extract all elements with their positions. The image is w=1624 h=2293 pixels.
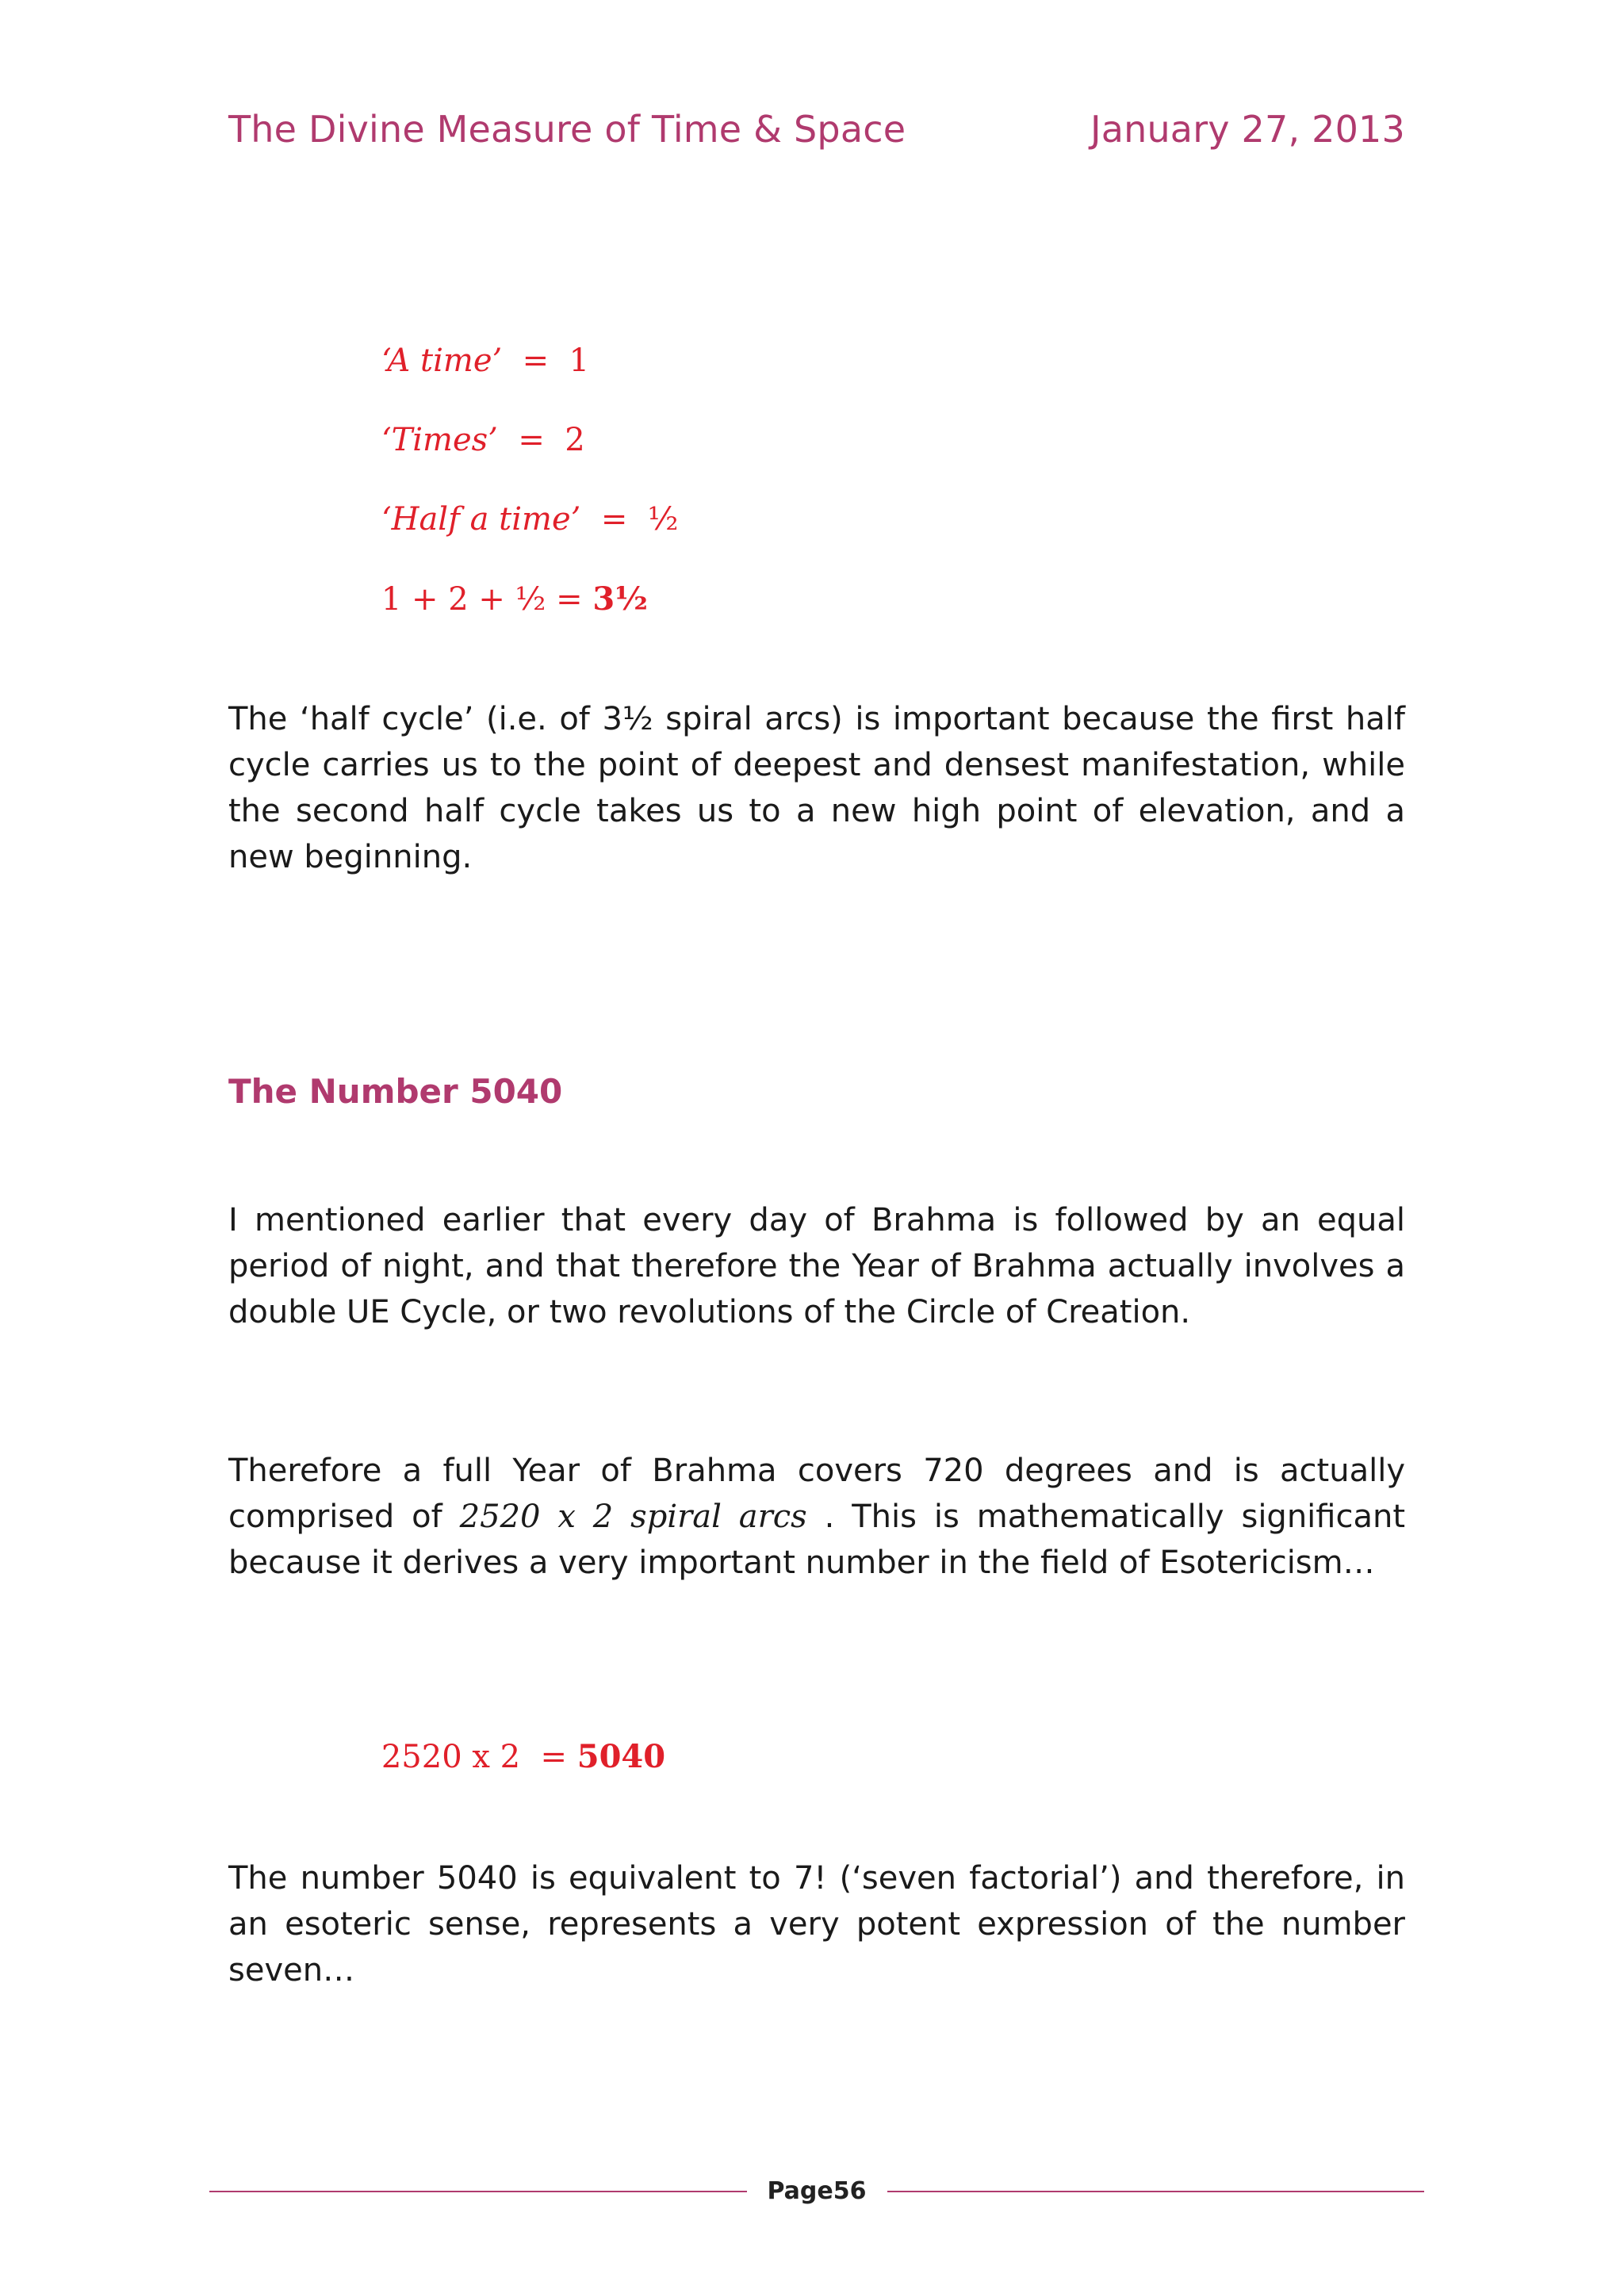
equation-sum: 1 + 2 + ½ = 3½: [381, 580, 648, 618]
document-title: The Divine Measure of Time & Space: [228, 108, 906, 151]
equation-a-time: ‘A time’ = 1: [381, 343, 590, 379]
page-footer: [209, 2177, 1424, 2205]
paragraph-half-cycle: The ‘half cycle’ (i.e. of 3½ spiral arcs) is important because the first half cycle carries us to the point of deepest and densest manifestation, while the second half cycle takes us to a new high point of elevation, and a new beginning.: [228, 701, 1405, 875]
inline-math: 2520 x 2 spiral arcs: [459, 1499, 807, 1535]
paragraph-year-of-brahma: Therefore a full Year of Brahma covers 720 degrees and is actually comprised of 2520 x 2 spiral arcs . This is mathematically significant because it derives a very important number in the field of Esotericism…: [228, 1453, 1406, 1581]
paragraph-day-of-brahma: I mentioned earlier that every day of Brahma is followed by an equal period of night, and that therefore the Year of Brahma actually involves a double UE Cycle, or two revolutions of the Circle of Creation.: [228, 1202, 1405, 1330]
section-heading: The Number 5040: [228, 1072, 563, 1111]
equation-half-a-time: ‘Half a time’ = ½: [381, 501, 679, 538]
equation-times: ‘Times’ = 2: [381, 422, 585, 458]
page-number: Page56: [767, 2177, 867, 2205]
footer-rule-left: [209, 2191, 747, 2192]
footer-rule-right: [887, 2191, 1425, 2192]
paragraph-seven-factorial: The number 5040 is equivalent to 7! (‘seven factorial’) and therefore, in an esoteric sense, represents a very potent expression of the number seven…: [228, 1860, 1405, 1989]
page-header: [228, 108, 1405, 151]
equation-5040: 2520 x 2 = 5040: [381, 1738, 666, 1775]
document-date: January 27, 2013: [1090, 108, 1405, 151]
